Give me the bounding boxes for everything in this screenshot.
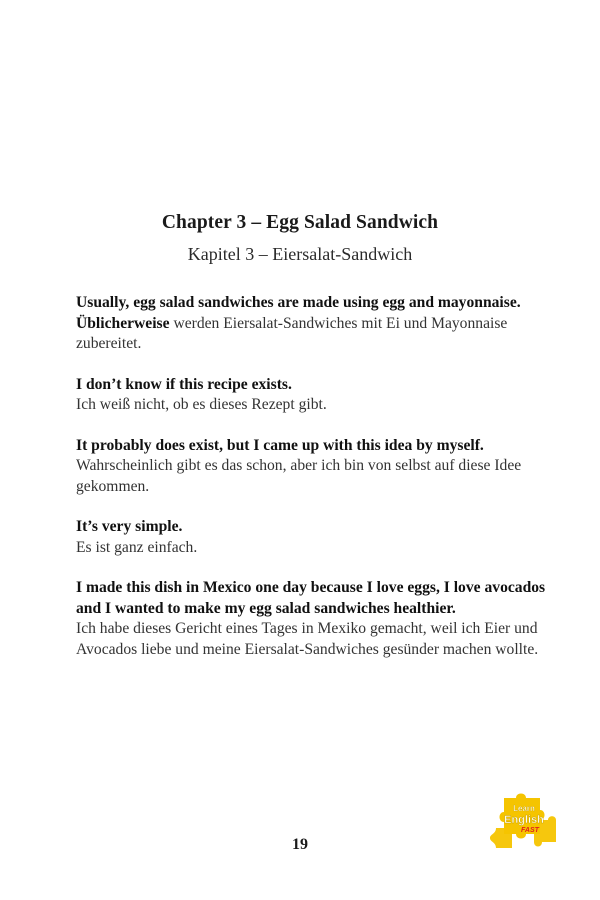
page-number: 19	[292, 836, 308, 853]
paragraph	[76, 293, 546, 355]
paragraph	[76, 375, 546, 416]
puzzle-piece-icon	[490, 828, 512, 848]
german-translation: Es ist ganz einfach.	[76, 538, 198, 556]
english-sentence: I don’t know if this recipe exists.	[76, 375, 292, 393]
bilingual-text	[76, 293, 546, 680]
paragraph	[76, 578, 546, 660]
german-text: werden Eiersalat-Sandwiches mit Ei und Mayonnaise zubereitet.	[76, 314, 508, 352]
logo-text-fast: FAST	[521, 827, 539, 834]
german-translation: Ich weiß nicht, ob es dieses Rezept gibt.	[76, 396, 327, 413]
german-translation: Ich habe dieses Gericht eines Tages in Mexiko gemacht, weil ich Eier und Avocados liebe und meine Eiersalat-Sandwiches gesünder machen wollte.	[76, 620, 539, 658]
english-sentence: It’s very simple.	[76, 518, 183, 535]
logo-text-english: English	[504, 814, 544, 826]
english-sentence: Usually, egg salad sandwiches are made using egg and mayonnaise.	[76, 294, 521, 311]
german-highlight: Üblicherweise	[76, 314, 170, 332]
german-translation	[76, 315, 507, 353]
german-translation: Wahrscheinlich gibt es das schon, aber ich bin von selbst auf diese Idee gekommen.	[76, 457, 522, 495]
paragraph	[76, 436, 546, 498]
english-sentence: I made this dish in Mexico one day because I love eggs, I love avocados and I wanted to make my egg salad sandwiches healthier.	[76, 579, 546, 617]
logo-text-learn: Learn	[513, 804, 535, 813]
learn-english-fast-logo	[490, 790, 558, 852]
english-sentence: It probably does exist, but I came up with this idea by myself.	[76, 436, 484, 454]
chapter-title: Chapter 3 – Egg Salad Sandwich	[161, 212, 439, 233]
paragraph	[76, 517, 546, 558]
chapter-subtitle: Kapitel 3 – Eiersalat-Sandwich	[187, 244, 413, 264]
